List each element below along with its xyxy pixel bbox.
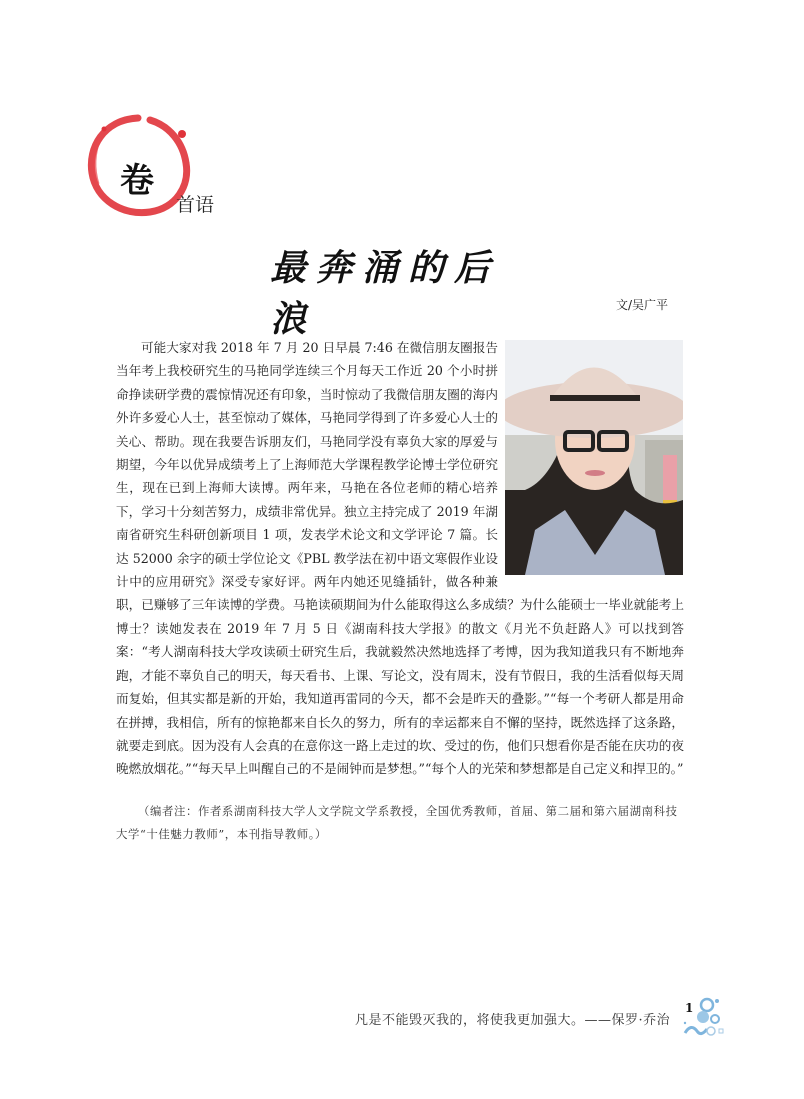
column-logo bbox=[78, 108, 228, 223]
author-byline: 文/吴广平 bbox=[615, 298, 668, 312]
article-paragraph: 可能大家对我 2018 年 7 月 20 日早晨 7:46 在微信朋友圈报告当年考上我校研究生的马艳同学连续三个月每天工作近 20 个小时拼命挣读研学费的震惊情况还有印象，当时惊动了我微信朋友圈的海内外许多爱心人士，甚至惊动了媒体，马艳同学得到了许多爱心人士的关心、帮助。现在我要告诉朋友们，马艳同学没有辜负大家的厚爱与期望，今年以优异成绩考上了上海师范大学课程教学论博士学位研究生，现在已到上海师大读博。两年来，马艳在各位老师的精心培养下，学习十分刻苦努力，成绩非常优异。独立主持完成了 2019 年湖南省研究生科研创新项目 1 项，发表学术论文和文学评论 7 篇。长达 52000 余字的硕士学位论文《PBL 教学法在初中语文寒假作业设计中的应用研究》深受专家好评。两年内她还见缝插针，做各种兼职，已赚够了三年读博的学费。马艳读硕期间为什么能取得这么多成绩？为什么能硕士一毕业就能考上博士？读她发表在 2019 年 7 月 5 日《湖南科技大学报》的散文《月光不负赶路人》可以找到答案：“考人湖南科技大学攻读硕士研究生后，我就毅然决然地选择了考博，因为我知道我只有不断地奔跑，才能不辜负自己的明天，每天看书、上课、写论文，没有周末，没有节假日，我的生活看似每天周而复始，但其实都是新的开始，我知道再雷同的今天，都不会是昨天的叠影。”“每一个考研人都是用命在拼搏，我相信，所有的惊艳都来自长久的努力，所有的幸运都来自不懈的坚持，既然选择了这条路，就要走到底。因为没有人会真的在意你这一路上走过的坎、受过的伤，他们只想看你是否能在庆功的夜晚燃放烟花。”“每天早上叫醒自己的不是闹钟而是梦想。”“每个人的光荣和梦想都是自己定义和捍卫的。” bbox=[116, 340, 684, 777]
article-title: 最奔涌的后浪 bbox=[270, 247, 501, 340]
photo-spacer bbox=[498, 336, 684, 586]
article-body bbox=[116, 336, 684, 781]
logo-character: 卷 bbox=[120, 161, 154, 201]
page-number: 1 bbox=[685, 1001, 694, 1015]
editor-note: （编者注：作者系湖南科技大学人文学院文学系教授，全国优秀教师，首届、第二届和第六届湖南科技大学“十佳魅力教师”，本刊指导教师。） bbox=[116, 804, 678, 841]
column-name: 首语 bbox=[176, 194, 215, 216]
footer-quote: 凡是不能毁灭我的，将使我更加强大。——保罗·乔治 bbox=[355, 1013, 671, 1028]
